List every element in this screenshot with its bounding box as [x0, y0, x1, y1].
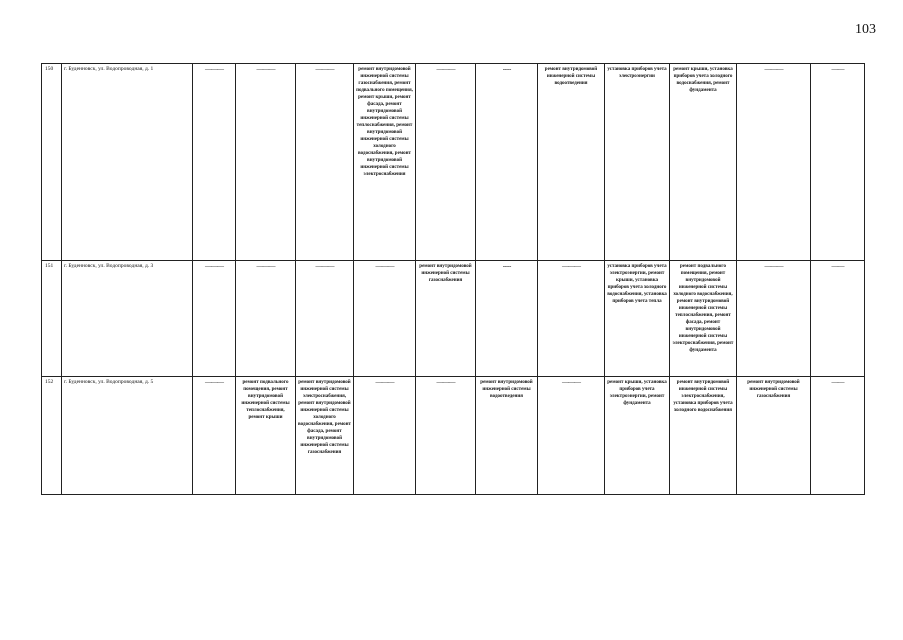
work-type-cell — [670, 261, 737, 377]
empty-dash: ——— — [315, 65, 334, 73]
repair-schedule-table — [41, 63, 865, 495]
work-type-cell — [416, 64, 476, 261]
work-description: ремонт крыши, установка приборов учета электроэнергии, ремонт фундамента — [607, 380, 667, 406]
empty-dash: ——— — [375, 262, 394, 270]
empty-dash: - - - - — [502, 262, 511, 270]
work-type-cell — [538, 64, 605, 261]
work-type-cell — [354, 64, 416, 261]
work-type-cell — [670, 377, 737, 495]
empty-dash: - - - - — [502, 65, 511, 73]
empty-dash: ——— — [315, 262, 334, 270]
work-description: ремонт внутридомовой инженерной системы газоснабжения, ремонт подвального помещения, ремонт крыши, ремонт фасада, ремонт внутридомовой инженерной системы теплоснабжения, ремонт внутридомовой инженерной системы холодного водоснабжения, ремонт внутридомовой инженерной системы электроснабжения — [356, 67, 413, 177]
work-type-cell — [737, 261, 811, 377]
work-type-cell — [236, 64, 296, 261]
empty-dash: ——— — [764, 65, 783, 73]
work-description: ремонт внутридомовой инженерной системы водоотведения — [480, 380, 533, 399]
address-cell: г. Буденновск, ул. Водопроводная, д. 1 — [62, 64, 193, 261]
work-type-cell — [193, 261, 236, 377]
work-type-cell — [605, 377, 670, 495]
work-type-cell — [476, 64, 538, 261]
work-type-cell — [354, 377, 416, 495]
page-number: 103 — [855, 22, 876, 37]
empty-dash: ——— — [764, 262, 783, 270]
row-number-cell: 150 — [42, 64, 62, 261]
empty-dash: ——— — [562, 378, 580, 386]
empty-dash: ——— — [562, 262, 580, 270]
empty-dash: ——— — [436, 378, 455, 386]
work-type-cell — [193, 377, 236, 495]
work-type-cell — [605, 261, 670, 377]
address-cell: г. Буденновск, ул. Водопроводная, д. 3 — [62, 261, 193, 377]
work-description: ремонт крыши, установка приборов учета холодного водоснабжения, ремонт фундамента — [673, 67, 733, 93]
work-description: установка приборов учета электроэнергии, ремонт крыши, установка приборов учета холодного водоснабжения, установка приборов учета тепла — [607, 264, 667, 304]
work-type-cell — [737, 377, 811, 495]
table-row — [42, 377, 865, 495]
work-type-cell — [670, 64, 737, 261]
work-type-cell — [296, 261, 354, 377]
work-type-cell — [538, 377, 605, 495]
empty-dash: ——— — [256, 262, 275, 270]
empty-dash: ——— — [205, 378, 223, 386]
work-description: ремонт внутридомовой инженерной системы газоснабжения — [747, 380, 800, 399]
work-type-cell — [236, 377, 296, 495]
table-row — [42, 261, 865, 377]
work-type-cell — [476, 261, 538, 377]
work-type-cell — [354, 261, 416, 377]
empty-dash: —— — [831, 262, 844, 270]
work-description: установка приборов учета электроэнергии — [607, 67, 667, 79]
empty-dash: —— — [831, 65, 844, 73]
empty-dash: ——— — [205, 262, 223, 270]
work-type-cell — [811, 377, 865, 495]
empty-dash: —— — [831, 378, 844, 386]
row-number-cell: 152 — [42, 377, 62, 495]
work-description: ремонт внутридомовой инженерной системы электроснабжения, установка приборов учета холодного водоснабжения — [673, 380, 733, 413]
work-description: ремонт внутридомовой инженерной системы электроснабжения, ремонт внутридомовой инженерной системы холодного водоснабжения, ремонт фасада, ремонт внутридомовой инженерной системы газоснабжения — [298, 380, 351, 455]
work-description: ремонт подвального помещения, ремонт внутридомовой инженерной системы холодного водоснабжения, ремонт внутридомовой инженерной системы теплоснабжения, ремонт фасада, ремонт внутридомовой инженерной системы электроснабжения, ремонт фундамента — [672, 264, 734, 353]
work-type-cell — [538, 261, 605, 377]
work-description: ремонт внутридомовой инженерной системы водоотведения — [544, 67, 598, 86]
table-row — [42, 64, 865, 261]
work-type-cell — [605, 64, 670, 261]
work-type-cell — [193, 64, 236, 261]
work-type-cell — [476, 377, 538, 495]
work-type-cell — [811, 261, 865, 377]
empty-dash: ——— — [205, 65, 223, 73]
empty-dash: ——— — [436, 65, 455, 73]
work-description: ремонт подвального помещения, ремонт внутридомовой инженерной системы теплоснабжения, ремонт крыши — [241, 380, 290, 420]
work-type-cell — [236, 261, 296, 377]
work-type-cell — [737, 64, 811, 261]
address-cell: г. Буденновск, ул. Водопроводная, д. 5 — [62, 377, 193, 495]
work-type-cell — [811, 64, 865, 261]
work-type-cell — [296, 64, 354, 261]
row-number-cell: 151 — [42, 261, 62, 377]
empty-dash: ——— — [375, 378, 394, 386]
work-description: ремонт внутридомовой инженерной системы газоснабжения — [419, 264, 472, 283]
work-type-cell — [416, 261, 476, 377]
work-type-cell — [296, 377, 354, 495]
empty-dash: ——— — [256, 65, 275, 73]
work-type-cell — [416, 377, 476, 495]
